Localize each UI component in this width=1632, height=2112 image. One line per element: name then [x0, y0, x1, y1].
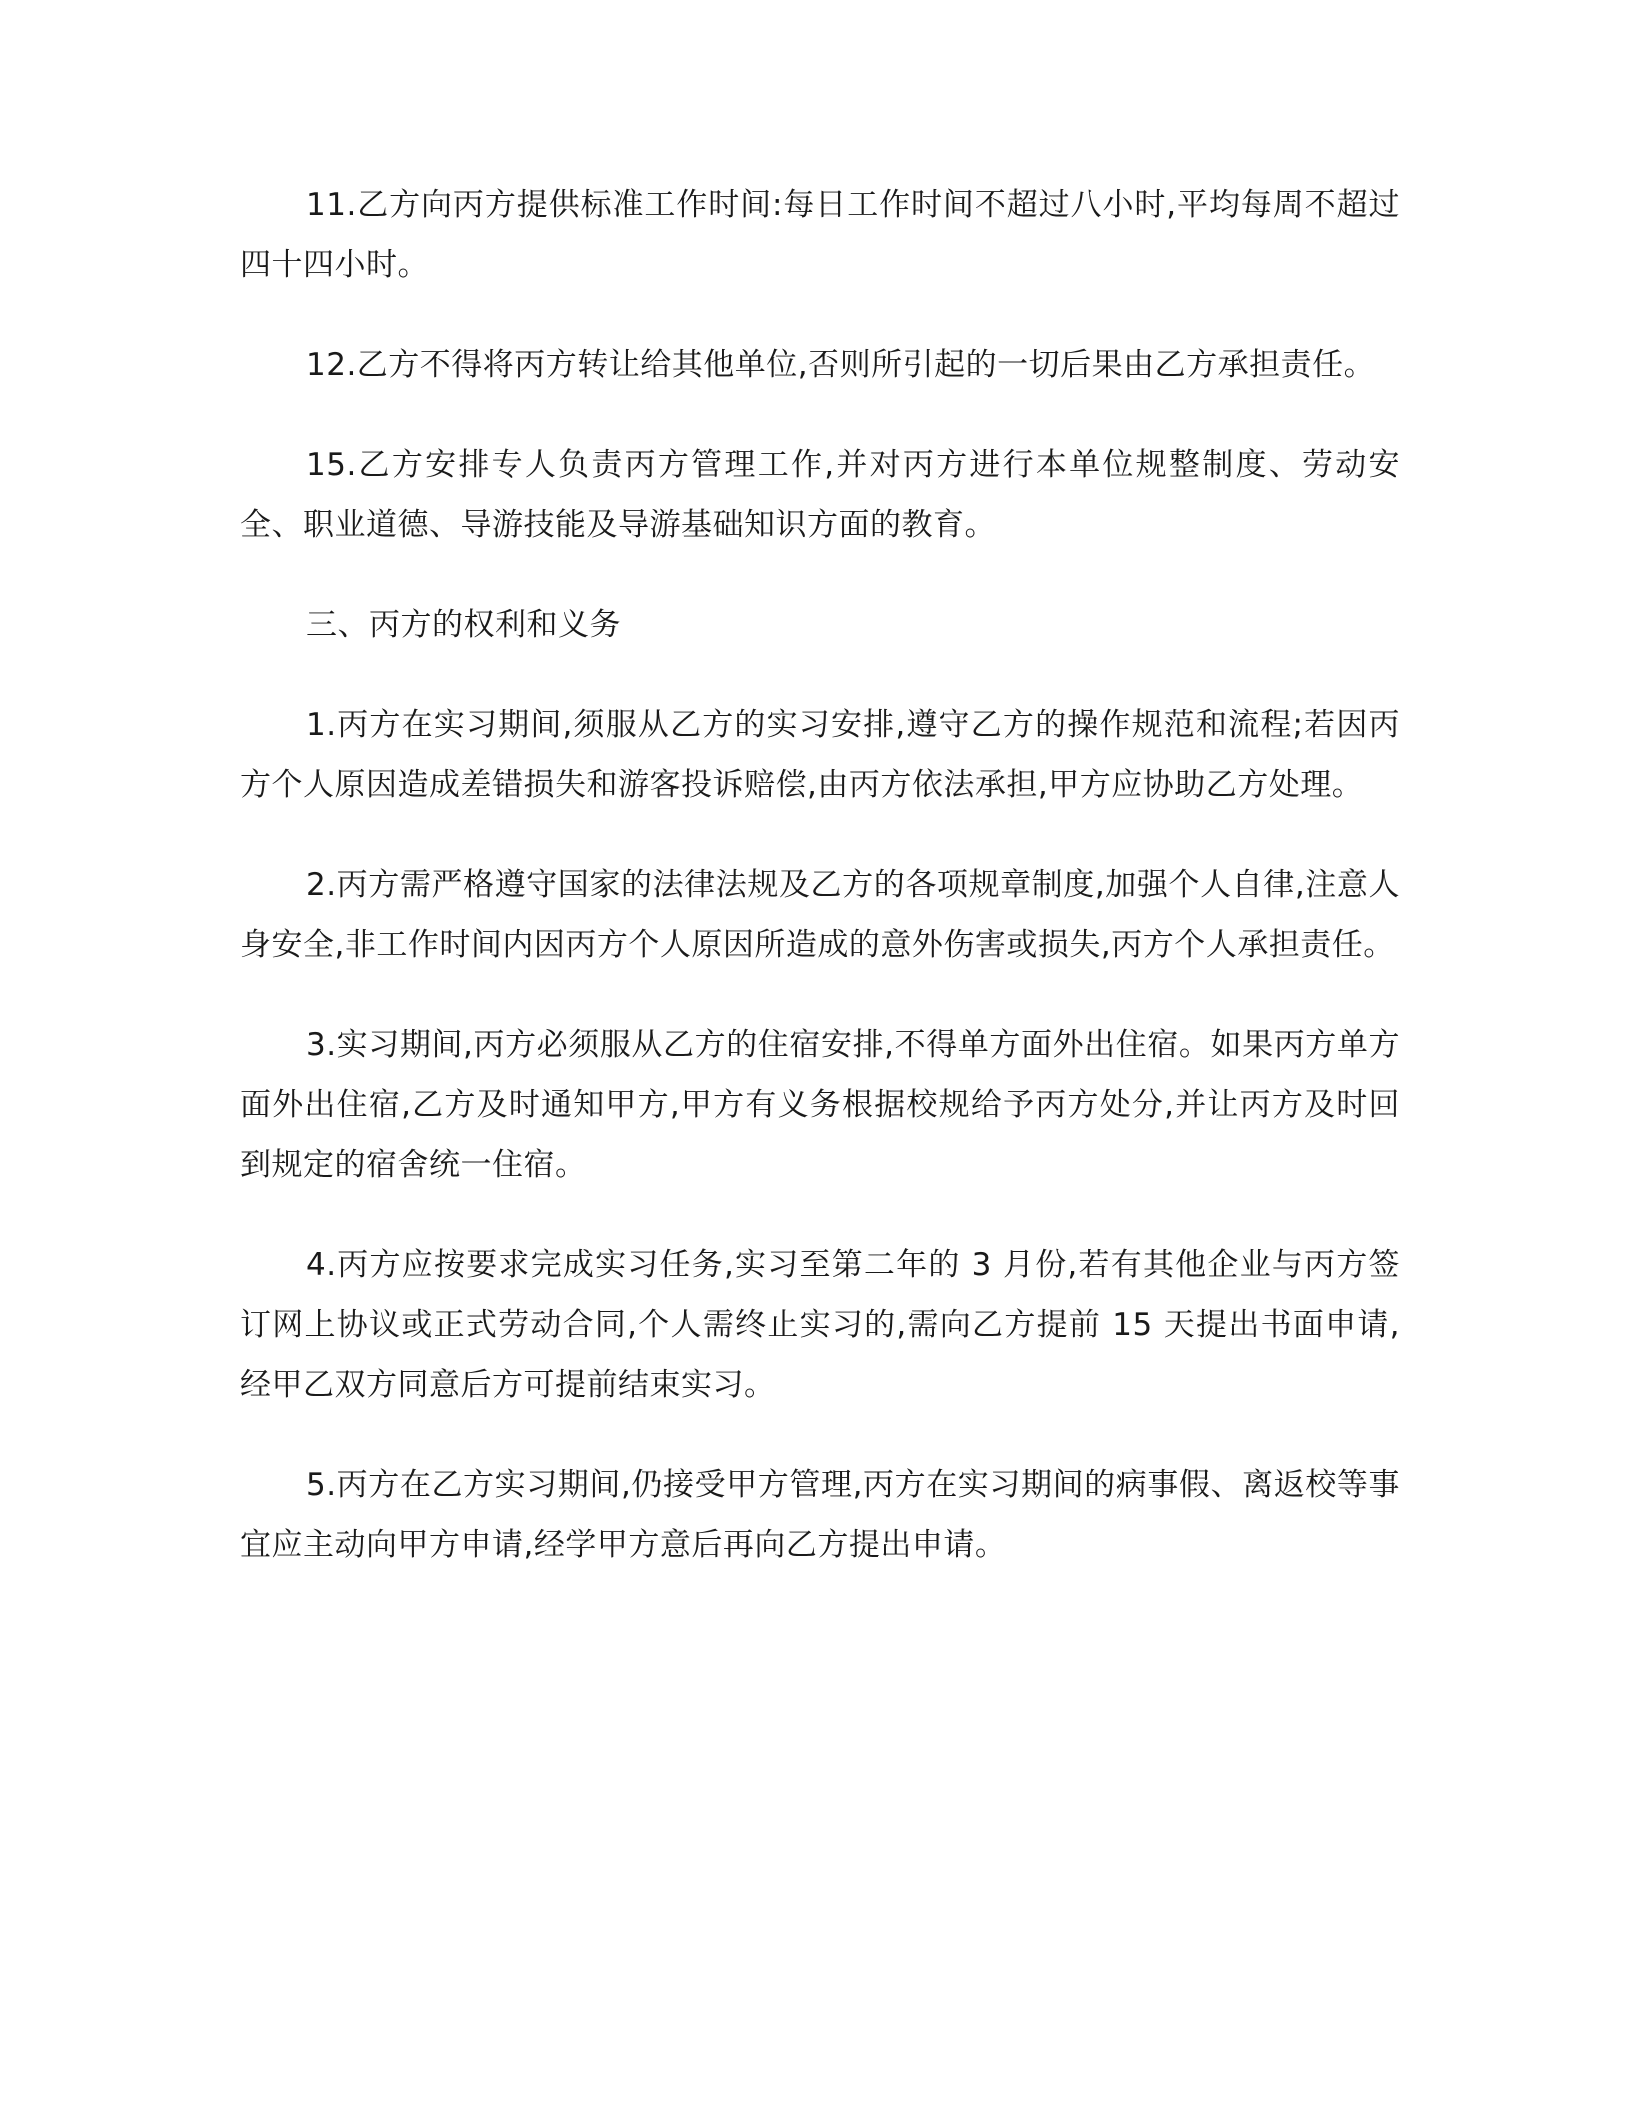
- clause-12: 12.乙方不得将丙方转让给其他单位,否则所引起的一切后果由乙方承担责任。: [306, 347, 1376, 383]
- section-clause-4: 4.丙方应按要求完成实习任务,实习至第二年的 3 月份,若有其他企业与丙方签订网上协议或正式劳动合同,个人需终止实习的,需向乙方提前 15 天提出书面申请,经甲乙双方同意后方可提前结束实习。: [240, 1247, 1400, 1403]
- clause-15: 15.乙方安排专人负责丙方管理工作,并对丙方进行本单位规整制度、劳动安全、职业道德、导游技能及导游基础知识方面的教育。: [240, 447, 1400, 543]
- section-clause-3: 3.实习期间,丙方必须服从乙方的住宿安排,不得单方面外出住宿。如果丙方单方面外出住宿,乙方及时通知甲方,甲方有义务根据校规给予丙方处分,并让丙方及时回到规定的宿舍统一住宿。: [240, 1027, 1400, 1183]
- section-clause-5: 5.丙方在乙方实习期间,仍接受甲方管理,丙方在实习期间的病事假、离返校等事宜应主动向甲方申请,经学甲方意后再向乙方提出申请。: [240, 1467, 1400, 1563]
- section-clause-2: 2.丙方需严格遵守国家的法律法规及乙方的各项规章制度,加强个人自律,注意人身安全,非工作时间内因丙方个人原因所造成的意外伤害或损失,丙方个人承担责任。: [240, 867, 1400, 963]
- clause-11: 11.乙方向丙方提供标准工作时间:每日工作时间不超过八小时,平均每周不超过四十四小时。: [240, 187, 1400, 283]
- document-body: [240, 175, 1400, 1615]
- section-clause-1: 1.丙方在实习期间,须服从乙方的实习安排,遵守乙方的操作规范和流程;若因丙方个人原因造成差错损失和游客投诉赔偿,由丙方依法承担,甲方应协助乙方处理。: [240, 707, 1400, 803]
- section-heading: 三、丙方的权利和义务: [306, 607, 621, 643]
